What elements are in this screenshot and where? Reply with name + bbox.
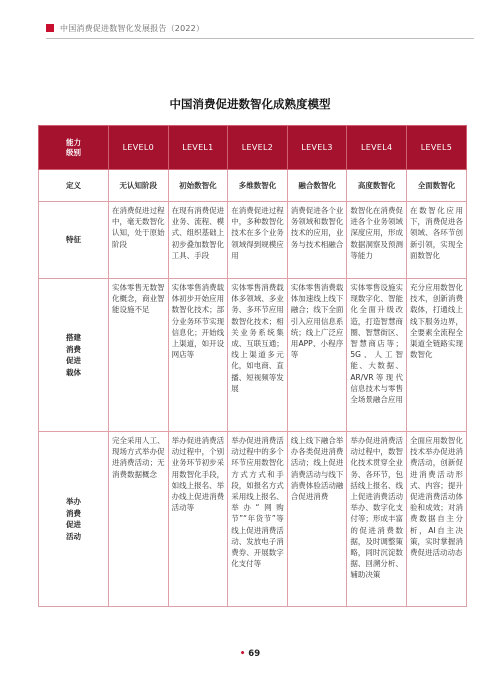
activity-cell: 举办促进消费活动过程中，数智化技术贯穿全业务、各环节，包括线上报名、线上促进消费活动举办、数字化支付等；形成丰富的促进消费数据，及时调整策略，同时沉淀数据、回溯分析、辅助决策	[347, 432, 407, 607]
header-text: 中国消费促进数智化发展报告（2022）	[60, 23, 205, 33]
feature-cell: 在现有消费促进业务、流程、模式、组织基础上初步叠加数智化工具、手段	[168, 202, 228, 279]
activity-cell: 线上线下融合举办各类促进消费活动；线上促进消费活动与线下消费体验活动融合促进消费	[287, 432, 347, 607]
carrier-cell: 充分应用数智化技术，创新消费载体，打通线上线下服务边界，全要素全流程全渠道全链路实现数智化	[406, 279, 466, 432]
activity-cell: 举办促进消费活动过程中，个别业务环节初步采用数智化手段，如线上报名、举办线上促进消费活动等	[168, 432, 228, 607]
maturity-model-table	[38, 125, 467, 607]
page-number-text: 69	[248, 649, 261, 659]
definition-cell: 高度数智化	[347, 170, 407, 202]
corner-line-1: 能力	[66, 137, 81, 147]
level-header: LEVEL1	[168, 126, 228, 170]
level-header: LEVEL3	[287, 126, 347, 170]
row-label: 搭建 消费 促进 载体	[39, 279, 109, 432]
table-title: 中国消费促进数智化成熟度模型	[169, 97, 331, 111]
level-header: LEVEL0	[109, 126, 169, 170]
level-header: LEVEL4	[347, 126, 407, 170]
header-mark-icon	[46, 24, 54, 32]
activity-row	[39, 432, 467, 607]
carrier-cell: 实体零售消费载体多领域、多业务、多环节应用数智化技术；相关业务系统集成、互联互通；线上渠道多元化，如电商、直播、短视频等发展	[228, 279, 288, 432]
definition-cell: 融合数智化	[287, 170, 347, 202]
table-header-row	[39, 126, 467, 170]
carrier-row	[39, 279, 467, 432]
page-bullet-icon: •	[239, 649, 246, 659]
page-number	[0, 649, 500, 659]
corner-line-2: 级别	[66, 147, 81, 157]
header-divider	[46, 38, 474, 39]
row-label: 举办 消费 促进 活动	[39, 432, 109, 607]
carrier-cell: 实体零售消费载体加速线上线下融合；线下全面引入应用信息系统；线上广泛应用APP、小程序等	[287, 279, 347, 432]
feature-cell: 消费促进各个业务领域和数智化技术的应用，业务与技术相融合	[287, 202, 347, 279]
row-label: 特征	[39, 202, 109, 279]
feature-cell: 在数智化应用下，消费促进各领域、各环节创新引领，实现全面数智化	[406, 202, 466, 279]
carrier-cell: 实体零售设施实现数字化、智能化全面升级改造，打造智慧商圈、智慧街区、智慧商店等；5G、人工智能、大数据、AR/VR等现代信息技术与零售全场景融合应用	[347, 279, 407, 432]
activity-cell: 全面应用数智化技术举办促进消费活动，创新促进消费活动形式、内容；提升促进消费活动体验和成效；对消费数据自主分析，AI自主决策，实时掌握消费促进活动动态	[406, 432, 466, 607]
feature-row	[39, 202, 467, 279]
definition-cell: 无认知阶段	[109, 170, 169, 202]
activity-cell: 完全采用人工、现场方式举办促进消费活动；无消费数据概念	[109, 432, 169, 607]
carrier-cell: 实体零售消费载体初步开始应用数智化技术；部分业务环节实现信息化；开始线上渠道，如开设网店等	[168, 279, 228, 432]
activity-cell: 举办促进消费活动过程中的多个环节应用数智化方式方式和手段，如报名方式采用线上报名、举办“网购节”“年货节”等线上促进消费活动、发放电子消费券、开展数字化支付等	[228, 432, 288, 607]
level-header: LEVEL2	[228, 126, 288, 170]
level-header: LEVEL5	[406, 126, 466, 170]
feature-cell: 在消费促进过程中，毫无数智化认知，处于原始阶段	[109, 202, 169, 279]
definition-row	[39, 170, 467, 202]
definition-cell: 初始数智化	[168, 170, 228, 202]
report-header	[46, 22, 204, 34]
definition-cell: 多维数智化	[228, 170, 288, 202]
carrier-cell: 实体零售无数智化概念，商业智能设施不足	[109, 279, 169, 432]
corner-header	[39, 126, 109, 170]
definition-cell: 全面数智化	[406, 170, 466, 202]
row-label: 定义	[39, 170, 109, 202]
feature-cell: 在消费促进过程中，多种数智化技术在多个业务领域得到规模应用	[228, 202, 288, 279]
feature-cell: 数智化在消费促进各个业务领域深度应用，形成数据洞察及预测等能力	[347, 202, 407, 279]
